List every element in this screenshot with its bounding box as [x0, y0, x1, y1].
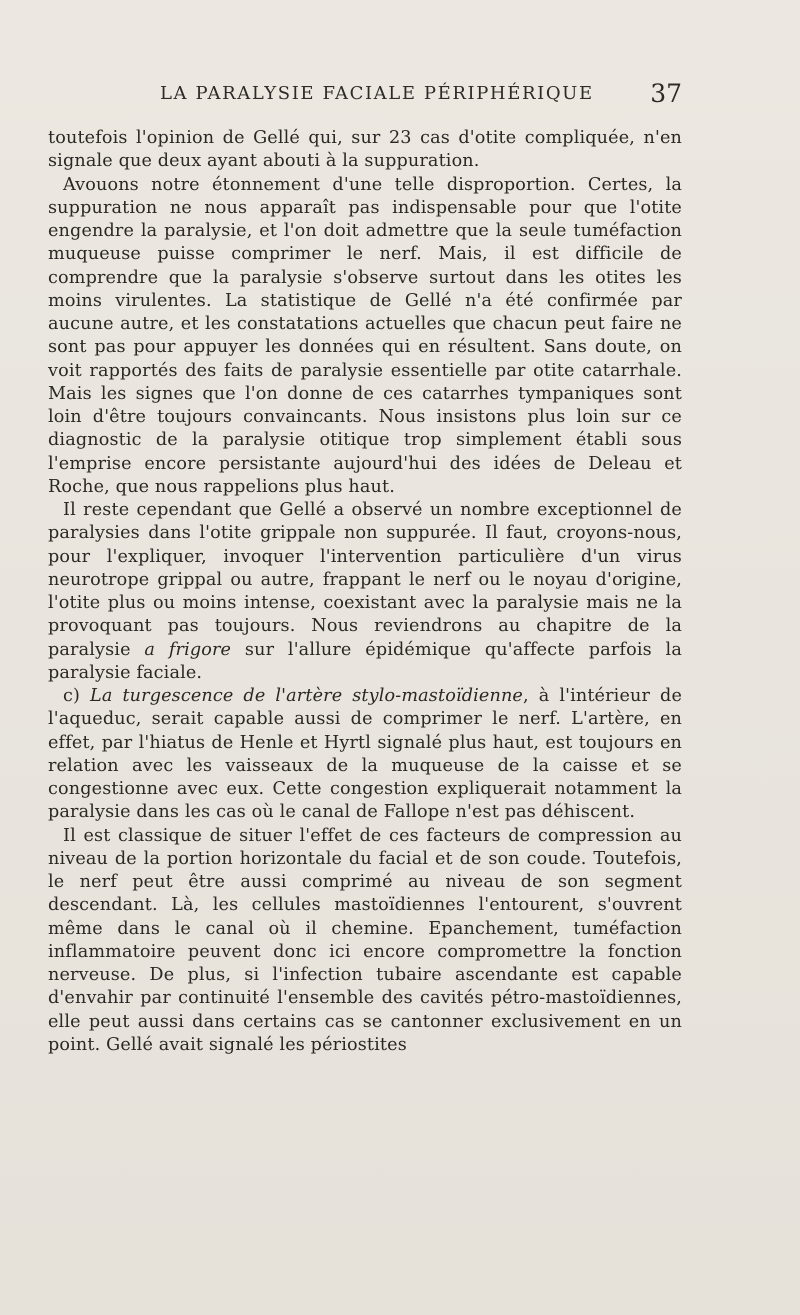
list-marker: c) [63, 686, 90, 706]
paragraph-disproportion: Avouons notre étonnement d'une telle disproportion. Certes, la suppuration ne nous apparaît pas indispensable pour que l'otite engendre la paralysie, et l'on doit admettre que la seule tuméfaction muqueuse puisse comprimer le nerf. Mais, il est difficile de comprendre que la paralysie s'observe surtout dans les otites les moins virulentes. La statistique de Gellé n'a été confirmée par aucune autre, et les constatations actuelles que chacun peut faire ne sont pas pour appuyer les données qui en résultent. Sans doute, on voit rapportés des faits de paralysie essentielle par otite catarrhale. Mais les signes que l'on donne de ces catarrhes tympaniques sont loin d'être toujours convaincants. Nous insistons plus loin sur ce diagnostic de la paralysie otitique trop simplement établi sous l'emprise encore persistante aujourd'hui des idées de Deleau et Roche, que nous rappelions plus haut. [48, 174, 682, 497]
italic-heading: La turgescence de [90, 686, 276, 706]
paragraph-artery-turgescence [48, 685, 682, 825]
paragraph-continuation: toutefois l'opinion de Gellé qui, sur 23 cas d'otite compliquée, n'en signale que deux ayant abouti à la suppuration. [48, 128, 682, 172]
italic-heading-term: l'artère stylo-mastoïdienne [275, 686, 523, 706]
paragraph-text: , à l'intérieur de l'aqueduc, serait capable aussi de comprimer le nerf. L'artère, en effet, par l'hiatus de Henle et Hyrtl signalé plus haut, est toujours en relation avec les vaisseaux de la muqueuse de la caisse et se congestionne avec eux. Cette congestion expliquerait notamment la paralysie dans les cas où le canal de Fallope n'est pas déhiscent. [48, 686, 683, 823]
body-text [48, 127, 682, 1057]
paragraph-text: sur l'allure épidémique qu'affecte parfois la paralysie faciale. [48, 639, 682, 683]
paragraph-text: Il reste cependant que Gellé a observé un nombre exceptionnel de paralysies dans l'otite grippale non suppurée. Il faut, croyons-nous, pour l'expliquer, invoquer l'intervention particulière d'un virus neurotrope grippal ou autre, frappant le nerf ou le noyau d'origine, l'otite plus ou moins intense, coexistant avec la paralysie mais ne la provoquant pas toujours. Nous reviendrons au chapitre de la paralysie [48, 500, 682, 660]
page-number: 37 [650, 79, 682, 108]
paragraph-grippal-otitis [48, 499, 682, 685]
running-title: LA PARALYSIE FACIALE PÉRIPHÉRIQUE [160, 83, 594, 104]
italic-term: a frigore [144, 639, 232, 660]
paragraph-compression-sites: Il est classique de situer l'effet de ces facteurs de compression au niveau de la portion horizontale du facial et de son coude. Toutefois, le nerf peut être aussi comprimé au niveau de son segment descendant. Là, les cellules mastoïdiennes l'entourent, s'ouvrent même dans le canal où il chemine. Epanchement, tuméfaction inflammatoire peuvent donc ici encore compromettre la fonction nerveuse. De plus, si l'infection tubaire ascendante est capable d'envahir par continuité l'ensemble des cavités pétro-mastoïdiennes, elle peut aussi dans certains cas se cantonner exclusivement en un point. Gellé avait signalé les périostites [48, 825, 682, 1055]
running-head [50, 79, 682, 113]
